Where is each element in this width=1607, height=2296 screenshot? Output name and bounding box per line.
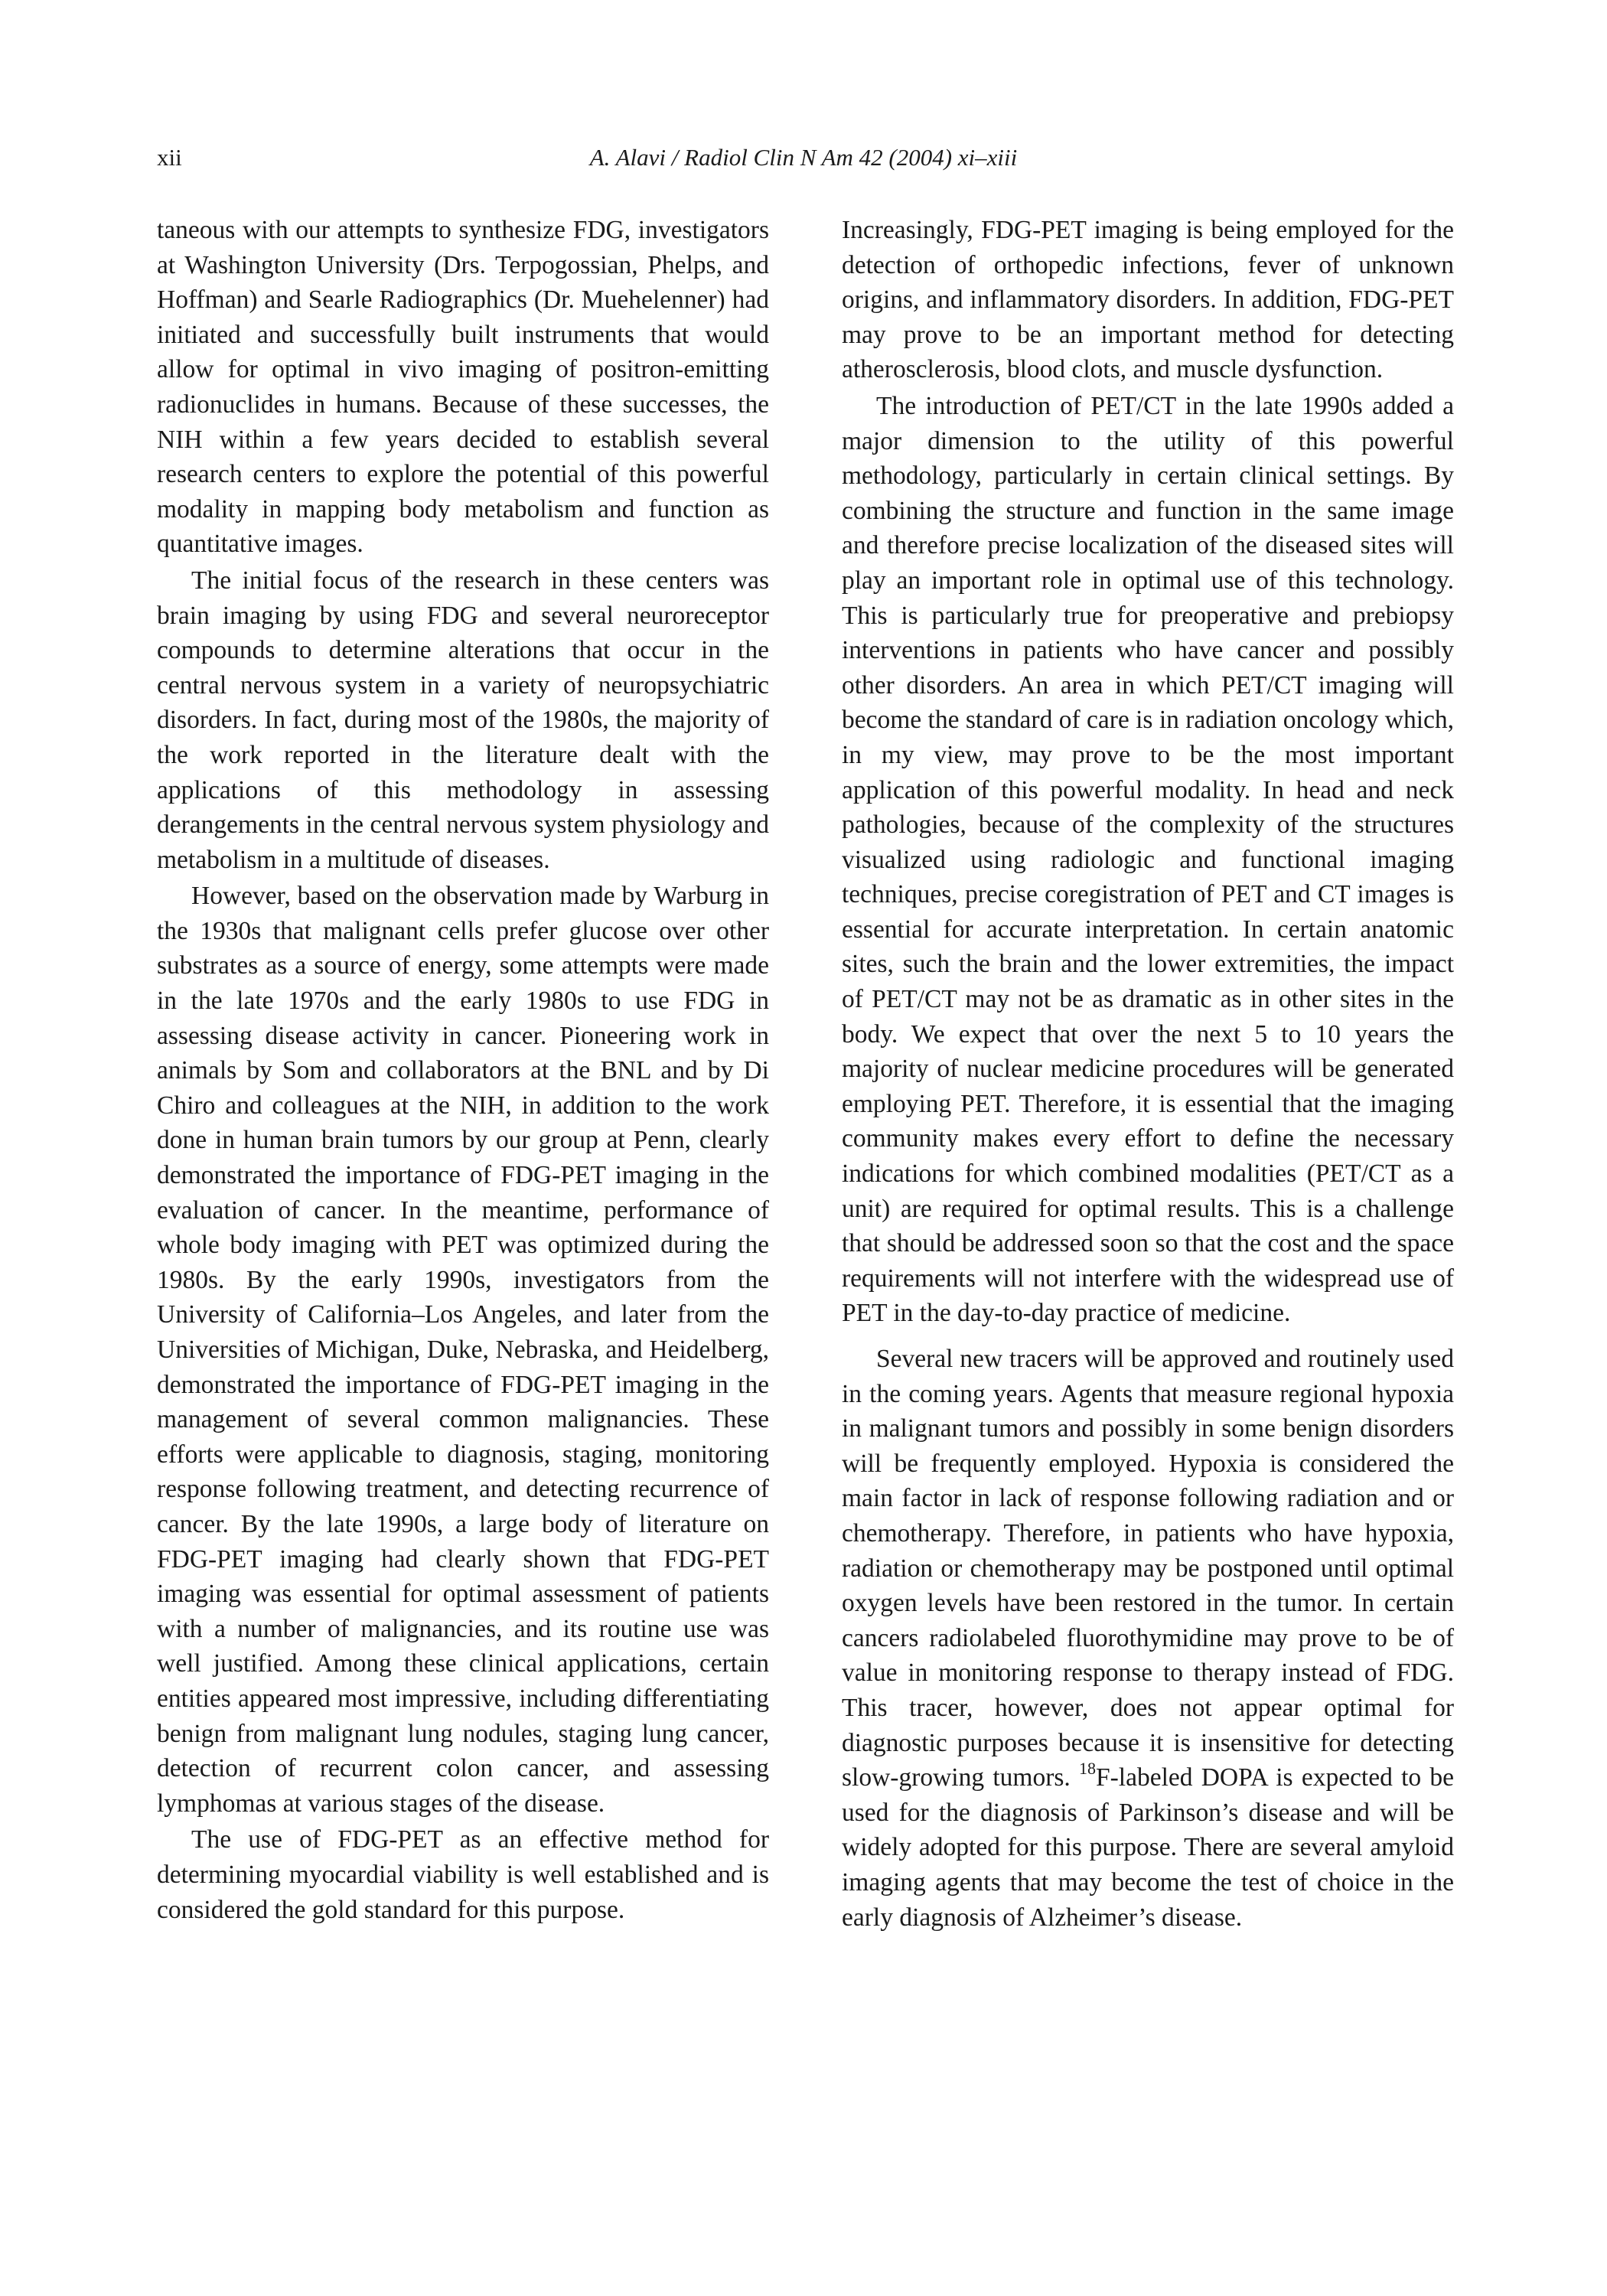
left-column	[157, 213, 769, 1929]
paragraph	[842, 1342, 1454, 1935]
page-number: xii	[157, 144, 182, 171]
paragraph: However, based on the observation made by Warburg in the 1930s that malignant cells prefer glucose over other substrates as a source of energy, some attempts were made in the late 1970s and the early 1980s to use FDG in assessing disease activity in cancer. Pioneering work in animals by Som and collaborators at the BNL and by Di Chiro and colleagues at the NIH, in addition to the work done in human brain tumors by our group at Penn, clearly demonstrated the importance of FDG-PET imaging in the evaluation of cancer. In the meantime, performance of whole body imaging with PET was optimized during the 1980s. By the early 1990s, investigators from the University of California–Los Angeles, and later from the Universities of Michigan, Duke, Nebraska, and Heidelberg, demonstrated the importance of FDG-PET imaging in the management of several common malignancies. These efforts were applicable to diagnosis, staging, monitoring response following treatment, and detecting recurrence of cancer. By the late 1990s, a large body of literature on FDG-PET imaging had clearly shown that FDG-PET imaging was essential for optimal assessment of patients with a number of malignancies, and its routine use was well justified. Among these clinical applications, certain entities appeared most impressive, including differentiating benign from malignant lung nodules, staging lung cancer, detection of recurrent colon cancer, and assessing lymphomas at various stages of the disease.	[157, 882, 769, 1818]
paragraph: The initial focus of the research in these centers was brain imaging by using FDG and several neuroreceptor compounds to determine alterations that occur in the central nervous system in a variety of neuropsychiatric disorders. In fact, during most of the 1980s, the majority of the work reported in the literature dealt with the applications of this methodology in assessing derangements in the central nervous system physiology and metabolism in a multitude of diseases.	[157, 566, 769, 874]
paragraph: The introduction of PET/CT in the late 1990s added a major dimension to the utility of this powerful methodology, particularly in certain clinical settings. By combining the structure and function in the same image and therefore precise localization of the diseased sites will play an important role in optimal use of this technology. This is particularly true for preoperative and prebiopsy interventions in patients who have cancer and possibly other disorders. An area in which PET/CT imaging will become the standard of care is in radiation oncology which, in my view, may prove to be the most important application of this powerful modality. In head and neck pathologies, because of the complexity of the structures visualized using radiologic and functional imaging techniques, precise coregistration of PET and CT images is essential for accurate interpretation. In certain anatomic sites, such the brain and the lower extremities, the impact of PET/CT may not be as dramatic as in other sites in the body. We expect that over the next 5 to 10 years the majority of nuclear medicine procedures will be generated employing PET. Therefore, it is essential that the imaging community makes every effort to define the necessary indications for which combined modalities (PET/CT as a unit) are required for optimal results. This is a challenge that should be addressed soon so that the cost and the space requirements will not interfere with the widespread use of PET in the day-to-day practice of medicine.	[842, 391, 1455, 1328]
paragraph: taneous with our attempts to synthesize FDG, investigators at Washington University (Drs. Terpogossian, Phelps, and Hoffman) and Searle Radiographics (Dr. Muehelenner) had initiated and successfully built instruments that would allow for optimal in vivo imaging of positron-emitting radionuclides in humans. Because of these successes, the NIH within a few years decided to establish several research centers to explore the potential of this powerful modality in mapping body metabolism and function as quantitative images.	[157, 216, 769, 559]
paragraph: Increasingly, FDG-PET imaging is being employed for the detection of orthopedic infections, fever of unknown origins, and inflammatory disorders. In addition, FDG-PET may prove to be an important method for detecting atherosclerosis, blood clots, and muscle dysfunction.	[842, 216, 1454, 384]
page-header	[157, 144, 1450, 174]
paragraph-text: Several new tracers will be approved and routinely used in the coming years. Agents that measure regional hypoxia in malignant tumors and possibly in some benign disorders will be frequently employed. Hypoxia is considered the main factor in lack of response following radiation and or chemotherapy. Therefore, in patients who have hypoxia, radiation or chemotherapy may be postponed until optimal oxygen levels have been restored in the tumor. In certain cancers radiolabeled fluorothymidine may prove to be of value in monitoring response to therapy instead of FDG. This tracer, however, does not appear optimal for diagnostic purposes because it is insensitive for detecting slow-growing tumors.	[842, 1345, 1454, 1792]
paragraph-text-continued: F-labeled DOPA is expected to be used for the diagnosis of Parkinson’s disease and will be widely adopted for this purpose. There are several amyloid imaging agents that may become the test of choice in the early diagnosis of Alzheimer’s disease.	[842, 1763, 1454, 1932]
running-head: A. Alavi / Radiol Clin N Am 42 (2004) xi–xiii	[589, 144, 1018, 171]
paragraph: The use of FDG-PET as an effective method for determining myocardial viability is well established and is considered the gold standard for this purpose.	[157, 1825, 769, 1924]
isotope-superscript: 18	[1079, 1759, 1096, 1779]
right-column	[842, 213, 1454, 1936]
